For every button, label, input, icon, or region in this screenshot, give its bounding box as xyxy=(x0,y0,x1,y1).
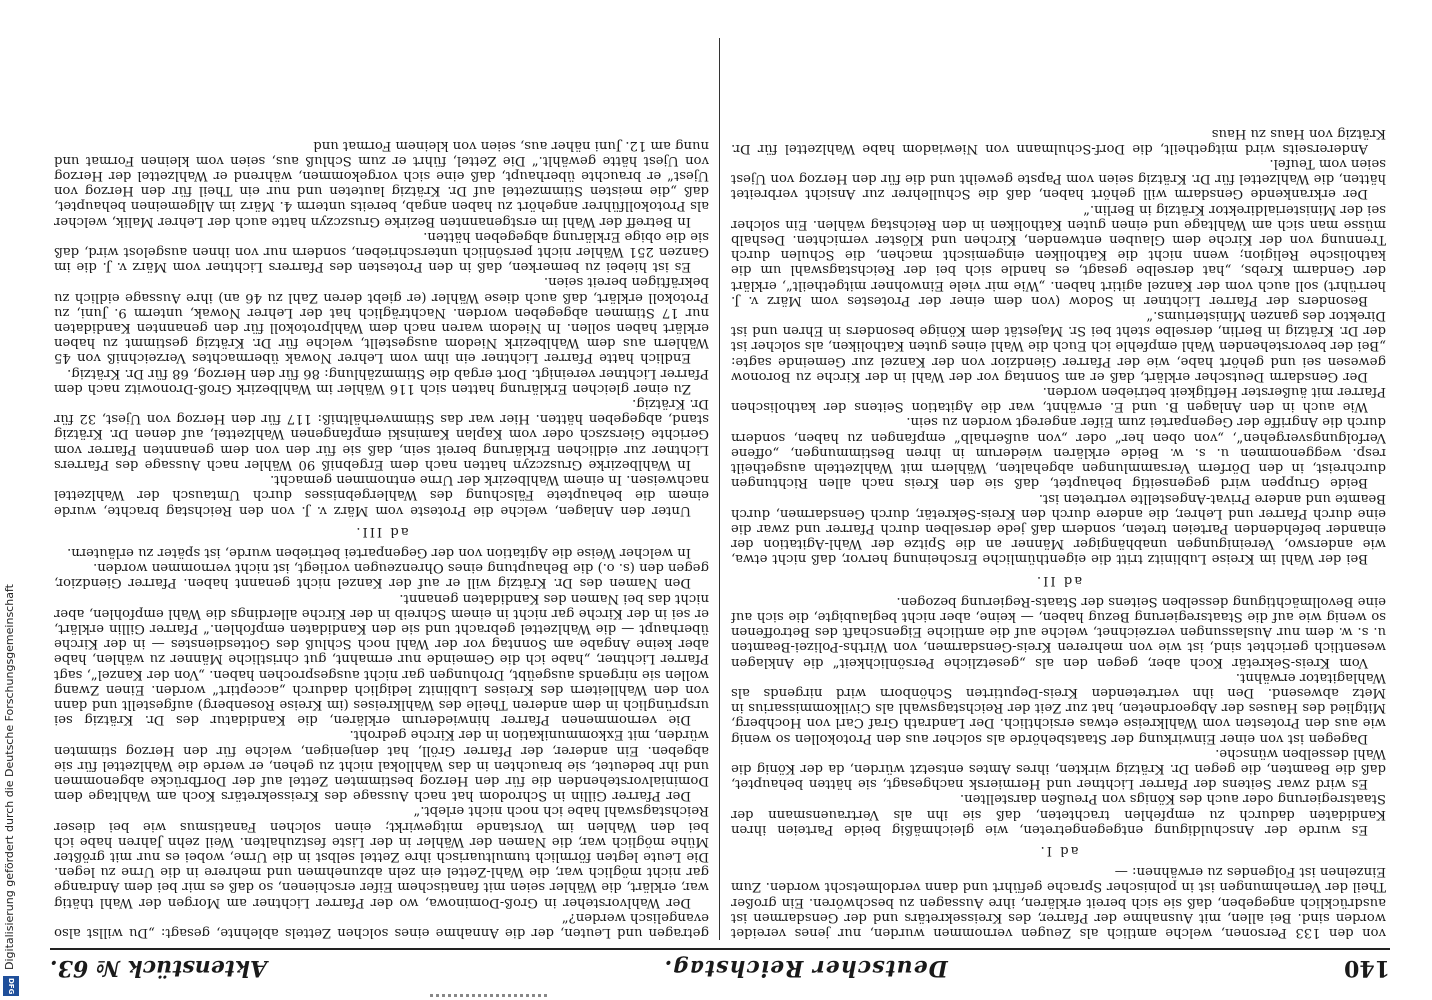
section-heading: ad I. xyxy=(1038,842,1079,858)
paragraph: Der Pfarrer Gillin in Schrodom hat nach Aussage des Kreissekretärs Koch am Wahltage dem Dominialvorstehenden die für den Herzog bestimmten Zettel auf der Dorfbrücke abgenommen und ihr bedeutet, sie brauchten in das Wahllokal nicht zu gehen, er werde die Wahlzettel für sie abgeben. Ein anderer, der Pfarrer Gröll, hat denjenigen, welche für den Herzog stimmten würden, mit Exkommunikation in der Kirche gedroht. xyxy=(54,727,709,804)
paragraph: Unter den Anlagen, welche die Proteste vom März v. J. von den Reichstag brachte, wurde einem die behauptete Fälschung des Wahlergebnisses durch Umtausch der Wahlzettel nachweisen. In einem Wahlbezirk der Urne entnommen gemacht. xyxy=(54,472,709,518)
paragraph: Besonders der Pfarrer Lichtner in Sodow (von dem einer der Protestes vom März v. J. herrührt) soll auch vom der Kanzel agitirt haben. „Wie mir viele Einwohner mitgetheilt“, erklärt der Gendarm Krebs, „hat derselbe gesagt, es handle sich bei der Reichstagswahl um die katholische Religion; wenn nicht die Katholiken eingemischt machen, die Schulen durch Trennung von der Kirche dem Glauben entwenden, Kirchen und Klöster vernichten. Deshalb müsse man sich am Wahltage und einen guten Katholiken in den Reichstag wählen. Ein solcher sei der Ministerialdirektor Krätzig in Berlin.“ xyxy=(731,201,1386,308)
section-heading: ad II. xyxy=(1034,572,1083,588)
page-number: 140 xyxy=(1344,955,1390,981)
paragraph: Die vernommenen Pfarrer hinwiederum erklären, die Kandidatur des Dr. Krätzig sei ursprünglich in dem anderen Theile des Wahlkreises (im Kreise Rosenberg) aufgestellt und dann von den Wahlleitern des Kreises Lublinitz lediglich dadurch „acceptirt“ worden. Einen Zwang wollen sie nirgends ausgeübt, Drohungen gar nicht ausgesprochen haben. „Von der Kanzel“, sagt Pfarrer Lichtner, „habe ich die Gemeinde nur ermahnt, gut christliche Männer zu wählen, habe aber keine Angabe am Sonntag vor der Wahl noch Schluß des Gottesdienstes — in der Kirche überhaupt — die Wahlzettel gebracht und sie den Kandidaten empfohlen.“ Pfarrer Gillin erklärt, er sei in der Kirche gar nicht in einem Schreib in der Kirche allerdings die Wahl empfohlen, aber nicht das bei Namen des Kandidaten genannt. xyxy=(54,590,709,728)
paragraph: von den 133 Personen, welche amtlich als Zeugen vernommen wurden, nur jenes vereidet worden sind. Bei allen, mit Ausnahme der Pfarrer, des Kreissekretärs und der Gensdarmen ist ausdrücklich angegeben, daß sie sich bereit erklären, ihre Aussagen zu beschwören. Ein großer Theil der Vernehmungen ist in polnischer Sprache geführt und dann verdolmetscht worden. Zum Einzelnen ist Folgendes zu erwähnen: — xyxy=(731,864,1386,940)
section-heading: ad III. xyxy=(354,523,409,539)
paragraph: Den Namen des Dr. Krätzig will er auf der Kanzel nicht genannt haben. Pfarrer Giendzior, gegen den (s. o.) die Behauptung eines Ohrenzeugen vorliegt, ist nicht vernommen worden. xyxy=(54,560,709,591)
digitization-credit-strip xyxy=(2,0,20,1000)
right-text-column xyxy=(54,36,709,940)
paragraph: Es wird zwar Seitens der Pfarrer Lichtner und Hermiersk nachgesagt, sie hätten behauptet, daß die Beamten, die gegen Dr. Krätzig wirkten, ihres Amtes entsetzt würden, da der König die Wahl desselben wünsche. xyxy=(731,745,1386,792)
dfg-logo: DFG xyxy=(3,976,19,996)
paragraph: In Wahlbezirke Gruszczyn hatten nach dem Ergebniß 90 Wähler nach Aussage des Pfarrers Lichtner zur eidlichen Erklärung bereit sein, daß sie für den von dem genannten Pfarrer vom Gerichte Gierszsch oder vom Kaplan Kaminski empfangenen Wahlzettel, auf denen Dr. Krätzig stand, abgegeben hätten. Hier war das Stimmverhältniß: 117 für den Herzog von Ujest, 32 für Dr. Krätzig. xyxy=(54,396,709,472)
paragraph: Es ist hiebei zu bemerken, daß in den Protesten des Pfarrers Lichtner vom März v. J. die im Ganzen 251 Wähler nicht persönlich unterschrieben, sondern nur von ihnen ausgelost wird, daß sie die obige Erklärung abgegeben hätten. xyxy=(54,228,709,275)
paragraph: Bei der Wahl im Kreise Lublinitz tritt die eigenthümliche Erscheinung hervor, daß nicht etwa, wie anderswo, Vereinigungen unabhängiger Männer an die Spitze der Wahl-Agitation der einander befehdenden Parteien treten, sondern daß jede derselben durch Pfarrer und zwar die eine durch Pfarrer und Lehrer, die andere durch den Kreis-Sekretär, durch Gensdarmen, durch Beamte und andere Privat-Angestellte vertreten ist. xyxy=(731,490,1386,567)
paragraph: Endlich hatte Pfarrer Lichtner ein ihm vom Lehrer Nowak übermachtes Verzeichniß von 45 Wählern aus dem Wahlbezirk Niedom ausgestellt, welche für Dr. Krätzig gestimmt zu haben erklärt haben sollen. In Niedom waren nach dem Wahlprotokoll für den genannten Kandidaten nur 17 Stimmen abgegeben worden. Nachträglich hat der Lehrer Nowak, unterm 9. Juni, zu Protokoll erklärt, daß auch diese Wähler (er giebt deren Zahl zu 46 an) ihre Aussage eidlich zu bekräftigen bereit seien. xyxy=(54,274,709,366)
column-divider xyxy=(719,38,720,940)
scan-artifact xyxy=(430,994,550,997)
left-text-column xyxy=(731,36,1386,940)
issue-number: Aktenstück № 63. xyxy=(50,955,268,981)
paragraph: In Betreff der Wahl im erstgenannten Bezirke Gruszczyn hatte auch der Lehrer Malik, welcher als Protokollführer angehört zu haben angab, bereits unterm 4. März im Allgemeinen behauptet, daß „die meisten Stimmzettel auf Dr. Krätzig lauteten und nur ein Theil für den Herzog von Ujest“ er brauchte überhaupt, daß eine sich vorgekommen, während er Wahlzettel der Herzog von Ujest hätte gewählt.“ Die Zettel, führt er zum Schluß aus, seien vom kleinen Format und nung am 12. Juni näher aus, seien von kleinem Format und xyxy=(54,137,709,229)
digitization-credit: Digitalisierung gefördert durch die Deutsche Forschungsgemeinschaft xyxy=(3,584,16,970)
page-header xyxy=(50,948,1390,986)
paragraph: Es wurde der Anschuldigung entgegengetreten, wie gleichmäßig beide Parteien ihren Kandidaten dadurch zu empfehlen trachteten, daß sie ihn als Vertrauensmann der Staatsregierung oder auch des Königs von Preußen darstellten. xyxy=(731,791,1386,837)
rotated-page-content xyxy=(40,30,1400,990)
publication-title: Deutscher Reichstag. xyxy=(663,955,948,981)
paragraph: Dagegen ist von einer Einwirkung der Staatsbehörde als solcher aus den Protokollen so wenig wie aus den Protesten vom Wahlkreise etwas ersichtlich. Der Landrath Graf Carl von Hochberg, Mitglied des Hauses der Abgeordneten, hat zur Zeit der Reichstagswahl als Civilkommissarius in Metz abwesend. Den ihn vertretenden Kreis-Deputirten Schönborn wird nirgends als Wahlagitator erwähnt. xyxy=(731,669,1386,746)
paragraph: Beide Gruppen wird gegenseitig behauptet, daß sie den Kreis nach allen Richtungen durchreist, in den Dörfern Versammlungen abgehalten, Wählern mit Wahlzetteln ausgetheilt resp. weggenommen u. s. w. Beide erklären wiederum in ihren Bestimmungen, „offene Verfolgungsvergehen“, „von oben her“ oder „von außerhalb“ empfangen zu haben, sondern durch die Angriffe der Gegenpartei zum Eifer angeregt worden zu sein. xyxy=(731,414,1386,491)
paragraph: Der Wahlvorsteher in Groß-Dominowa, wo der Pfarrer Lichtner am Morgen der Wahl thätig war, erklärt, die Wähler seien mit fanatischem Eifer erschienen, so daß es mir bei dem Andrange gar nicht möglich war, die Wahl-Zettel ein zeln abzunehmen und mehrere in die Urne zu legen. Die Leute legten förmlich tumultuarisch ihre Zettel selbst in die Urne, wobei es nur mit größter Mühe möglich war, die Namen der Wähler in der Liste festzuhalten. Weil zehn Jahren habe ich bei den Wahlen im Vorstande mitgewirkt; einen solchen Fanatismus wie bei dieser Reichstagswahl habe ich noch nicht erlebt.“ xyxy=(54,803,709,910)
paragraph: Zu einer gleichen Erklärung hatten sich 116 Wähler im Wahlbezirk Groß-Dronowitz nach dem Pfarrer Lichtner vereinigt. Dort ergab die Stimmzählung: 86 für den Herzog, 68 für Dr. Krätzig. xyxy=(54,365,709,396)
paragraph: Wie auch in den Anlagen B. und E. erwähnt, war die Agitation Seitens der katholischen Pfarrer mit äußerster Heftigkeit betrieben worden. xyxy=(731,384,1386,415)
paragraph: Vom Kreis-Sekretär Koch aber, gegen den als „gesetzliche Persönlichkeit“ die Anklagen wesentlich gerichtet sind, ist wie von mehreren Kreis-Gensdarmen, von Wirths-Polizei-Beamten u. s. w. dem nur Auslassungen verzeichnet, welche auf die amtliche Eigenschaft des Betroffenen so wenig wie auf die Staatsregierung Bezug haben, — keine, aber nicht beglaubigte, die sich auf eine Bevollmächtigung desselben Seitens der Staats-Regierung bezogen. xyxy=(731,593,1386,670)
paragraph: getragen und Leuten, der die Annahme eines solchen Zettels ablehnte, gesagt: „Du willst also evangelisch werden?“ xyxy=(54,909,709,940)
paragraph: In welcher Weise die Agitation von der Gegenpartei betrieben wurde, ist später zu erläutern. xyxy=(67,544,691,560)
paragraph: Der Gensdarm Deutscher erklärt, daß er am Sonntag vor der Wahl in der Kirche zu Boronow gewesen sei und gehört habe, wie der Pfarrer Giendzior von der Kanzel zur Gemeinde sagte: „Bei der bevorstehenden Wahl empfehle ich Euch die Wahl eines guten Katholiken, als solcher ist der Dr. Krätzig in Berlin, derselbe steht bei Sr. Majestät dem Könige besonders in Ehren und ist Direktor des ganzen Ministeriums.“ xyxy=(731,308,1386,384)
paragraph: Andererseits wird mitgetheilt, die Dorf-Schulmann von Niewiadom habe Wahlzettel für Dr. Krätzig von Haus zu Haus xyxy=(731,125,1386,156)
paragraph: Der erkrankende Gensdarm will gehört haben, daß die Schullehrer zur Ansicht verbreitet hätten, die Wahlzettel für Dr. Krätzig seien vom Papste geweiht und die für den Herzog von Ujest seien vom Teufel. xyxy=(731,156,1386,202)
